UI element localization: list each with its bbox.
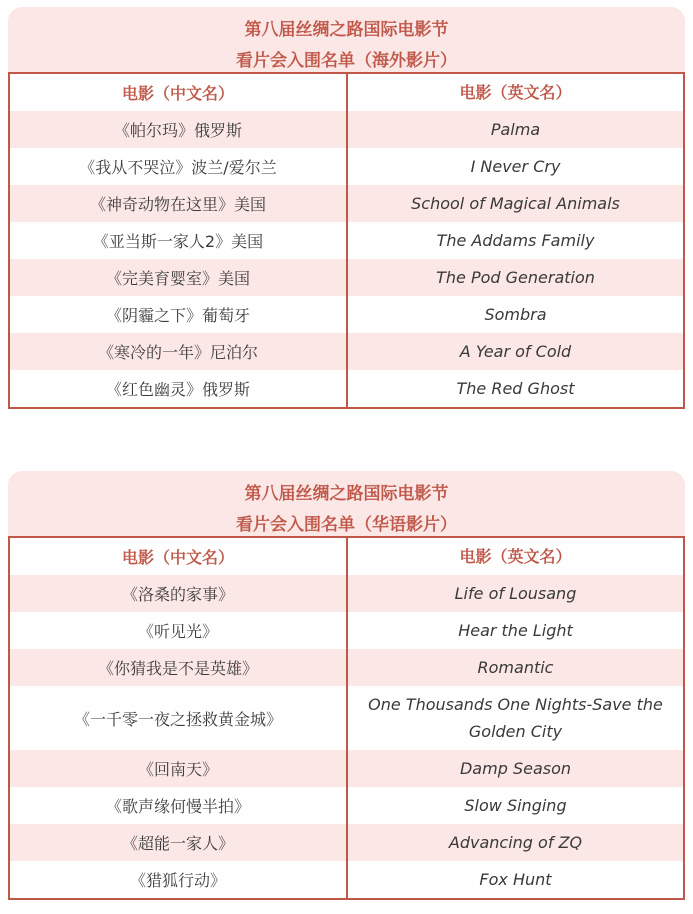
- english-title-cell: Advancing of ZQ: [346, 824, 683, 861]
- chinese-title-cell: 《一千零一夜之拯救黄金城》: [73, 709, 282, 729]
- column-header-english-name: 电影（英文名）: [346, 74, 683, 111]
- table-row: [10, 686, 683, 750]
- english-title-cell: School of Magical Animals: [346, 185, 683, 222]
- table-row: [10, 148, 683, 185]
- chinese-title-cell: 《阴霾之下》葡萄牙: [105, 306, 250, 325]
- overseas-films-table: [8, 72, 685, 409]
- english-title-cell: Palma: [346, 111, 683, 148]
- english-title-cell: Romantic: [346, 649, 683, 686]
- table-row: [10, 649, 683, 686]
- table-row: [10, 824, 683, 861]
- chinese-title-cell: 《超能一家人》: [121, 834, 234, 853]
- english-title-cell: The Red Ghost: [346, 370, 683, 407]
- table-header-row: [10, 74, 683, 111]
- table-row: [10, 750, 683, 787]
- table-row: [10, 296, 683, 333]
- english-title-cell: Damp Season: [346, 750, 683, 787]
- table-row: [10, 861, 683, 898]
- table-row: [10, 259, 683, 296]
- english-title-cell: Fox Hunt: [346, 861, 683, 898]
- table-row: [10, 111, 683, 148]
- chinese-films-panel: [8, 471, 685, 900]
- table-row: [10, 575, 683, 612]
- table-row: [10, 787, 683, 824]
- english-title-cell: Hear the Light: [346, 612, 683, 649]
- english-title-cell: The Pod Generation: [346, 259, 683, 296]
- column-header-english-name: 电影（英文名）: [346, 538, 683, 575]
- chinese-title-cell: 《洛桑的家事》: [121, 585, 234, 604]
- festival-title: 第八届丝绸之路国际电影节: [244, 484, 449, 504]
- chinese-title-cell: 《你猜我是不是英雄》: [97, 659, 258, 678]
- chinese-title-cell: 《寒冷的一年》尼泊尔: [97, 343, 258, 362]
- english-title-cell: A Year of Cold: [346, 333, 683, 370]
- chinese-title-cell: 《帕尔玛》俄罗斯: [113, 121, 242, 140]
- chinese-title-cell: 《完美育婴室》美国: [105, 269, 250, 288]
- chinese-title-cell: 《亚当斯一家人2》美国: [92, 232, 264, 251]
- chinese-films-table: [8, 536, 685, 900]
- table-row: [10, 333, 683, 370]
- table-row: [10, 612, 683, 649]
- english-title-cell: Slow Singing: [346, 787, 683, 824]
- list-title: 看片会入围名单（华语影片）: [236, 515, 457, 535]
- chinese-title-cell: 《我从不哭泣》波兰/爱尔兰: [79, 158, 277, 177]
- english-title-cell: Life of Lousang: [346, 575, 683, 612]
- festival-title: 第八届丝绸之路国际电影节: [244, 20, 449, 40]
- english-title-cell: I Never Cry: [346, 148, 683, 185]
- english-title-cell: Sombra: [346, 296, 683, 333]
- chinese-title-cell: 《歌声缘何慢半拍》: [105, 797, 250, 816]
- chinese-title-cell: 《听见光》: [137, 622, 218, 641]
- column-header-chinese-name: 电影（中文名）: [121, 84, 234, 103]
- english-title-cell: One Thousands One Nights-Save the Golden City: [346, 686, 683, 750]
- panel-header: [8, 7, 685, 72]
- column-header-chinese-name: 电影（中文名）: [121, 548, 234, 567]
- table-row: [10, 222, 683, 259]
- english-title-cell: The Addams Family: [346, 222, 683, 259]
- chinese-title-cell: 《神奇动物在这里》美国: [89, 195, 266, 214]
- table-row: [10, 370, 683, 407]
- list-title: 看片会入围名单（海外影片）: [236, 51, 457, 71]
- chinese-title-cell: 《猎狐行动》: [129, 871, 226, 890]
- overseas-films-panel: [8, 7, 685, 409]
- chinese-title-cell: 《红色幽灵》俄罗斯: [105, 380, 250, 399]
- chinese-title-cell: 《回南天》: [137, 760, 218, 779]
- table-row: [10, 185, 683, 222]
- table-header-row: [10, 538, 683, 575]
- panel-header: [8, 471, 685, 536]
